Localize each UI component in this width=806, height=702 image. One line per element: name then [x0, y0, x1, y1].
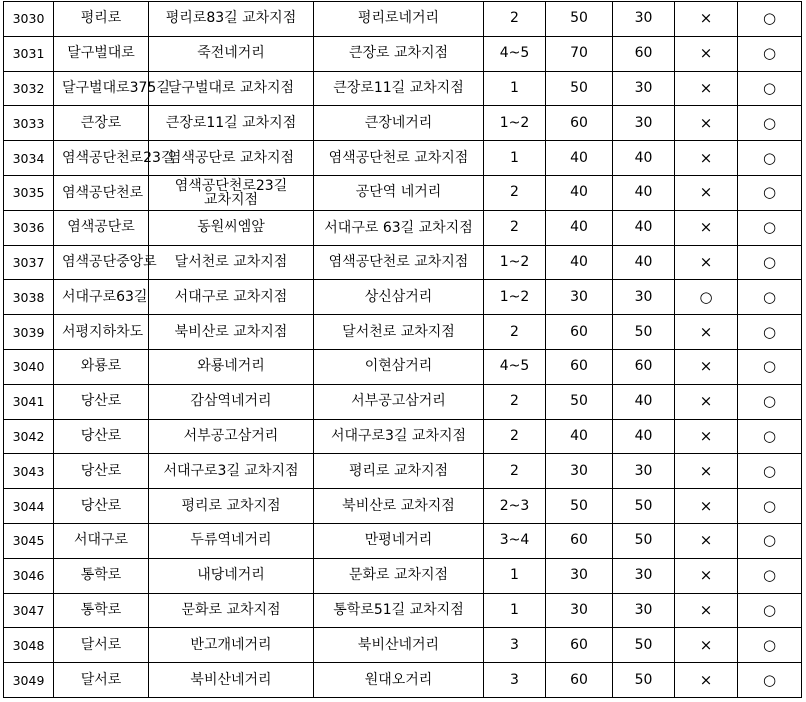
id-cell: 3046: [4, 558, 54, 593]
mark2-cell: ○: [738, 280, 802, 315]
mark1-cell: ×: [675, 419, 738, 454]
mark1-cell: ×: [675, 106, 738, 141]
speed-cell: 60: [546, 315, 613, 350]
end-point-cell: 이현삼거리: [314, 349, 484, 384]
lanes-cell: 2: [484, 175, 546, 210]
road-name-cell: 염색공단중앙로: [54, 245, 149, 280]
mark2-cell: ○: [738, 489, 802, 524]
road-name-cell: 달서로: [54, 663, 149, 698]
limit-cell: 30: [613, 454, 675, 489]
mark1-cell: ○: [675, 280, 738, 315]
mark1-cell: ×: [675, 71, 738, 106]
mark2-cell: ○: [738, 71, 802, 106]
lanes-cell: 1~2: [484, 106, 546, 141]
limit-cell: 50: [613, 489, 675, 524]
road-name-cell: 염색공단천로: [54, 175, 149, 210]
end-point-cell: 서부공고삼거리: [314, 384, 484, 419]
table-row: [4, 245, 802, 280]
end-point-cell: 서대구로 63길 교차지점: [314, 210, 484, 245]
mark2-cell: ○: [738, 663, 802, 698]
table-row: [4, 454, 802, 489]
road-name-cell: 서대구로: [54, 523, 149, 558]
limit-cell: 30: [613, 280, 675, 315]
end-point-cell: 큰장로11길 교차지점: [314, 71, 484, 106]
mark1-cell: ×: [675, 593, 738, 628]
road-name-cell: 당산로: [54, 489, 149, 524]
speed-cell: 30: [546, 593, 613, 628]
lanes-cell: 4~5: [484, 36, 546, 71]
mark1-cell: ×: [675, 628, 738, 663]
road-name-cell: 달구벌대로: [54, 36, 149, 71]
speed-cell: 30: [546, 280, 613, 315]
road-speed-table: [3, 1, 802, 698]
mark1-cell: ×: [675, 454, 738, 489]
speed-cell: 40: [546, 245, 613, 280]
table-row: [4, 593, 802, 628]
id-cell: 3030: [4, 2, 54, 37]
table-row: [4, 349, 802, 384]
speed-cell: 50: [546, 489, 613, 524]
table-row: [4, 280, 802, 315]
start-point-cell: 죽전네거리: [149, 36, 314, 71]
lanes-cell: 2: [484, 210, 546, 245]
lanes-cell: 3: [484, 628, 546, 663]
mark1-cell: ×: [675, 2, 738, 37]
mark2-cell: ○: [738, 2, 802, 37]
table-row: [4, 419, 802, 454]
limit-cell: 30: [613, 71, 675, 106]
end-point-cell: 원대오거리: [314, 663, 484, 698]
id-cell: 3037: [4, 245, 54, 280]
speed-cell: 40: [546, 419, 613, 454]
mark1-cell: ×: [675, 523, 738, 558]
end-point-cell: 통학로51길 교차지점: [314, 593, 484, 628]
end-point-cell: 북비산네거리: [314, 628, 484, 663]
start-point-cell: 달구벌대로 교차지점: [149, 71, 314, 106]
mark2-cell: ○: [738, 175, 802, 210]
table-row: [4, 106, 802, 141]
id-cell: 3044: [4, 489, 54, 524]
table-row: [4, 36, 802, 71]
road-name-cell: 염색공단천로23길: [54, 141, 149, 176]
lanes-cell: 3: [484, 663, 546, 698]
lanes-cell: 1: [484, 558, 546, 593]
limit-cell: 60: [613, 349, 675, 384]
mark1-cell: ×: [675, 384, 738, 419]
road-name-cell: 통학로: [54, 593, 149, 628]
lanes-cell: 2: [484, 2, 546, 37]
road-name-cell: 서대구로63길: [54, 280, 149, 315]
road-name-cell: 통학로: [54, 558, 149, 593]
id-cell: 3040: [4, 349, 54, 384]
id-cell: 3032: [4, 71, 54, 106]
end-point-cell: 공단역 네거리: [314, 175, 484, 210]
start-point-cell: 동원씨엠앞: [149, 210, 314, 245]
start-point-cell: 서대구로3길 교차지점: [149, 454, 314, 489]
road-name-cell: 서평지하차도: [54, 315, 149, 350]
id-cell: 3039: [4, 315, 54, 350]
road-name-cell: 달구벌대로375길: [54, 71, 149, 106]
road-name-cell: 달서로: [54, 628, 149, 663]
table-row: [4, 384, 802, 419]
id-cell: 3031: [4, 36, 54, 71]
road-name-cell: 평리로: [54, 2, 149, 37]
id-cell: 3033: [4, 106, 54, 141]
road-name-cell: 와룡로: [54, 349, 149, 384]
table-row: [4, 523, 802, 558]
limit-cell: 50: [613, 663, 675, 698]
id-cell: 3042: [4, 419, 54, 454]
start-point-cell: 문화로 교차지점: [149, 593, 314, 628]
speed-cell: 40: [546, 141, 613, 176]
limit-cell: 50: [613, 315, 675, 350]
mark2-cell: ○: [738, 454, 802, 489]
lanes-cell: 4~5: [484, 349, 546, 384]
limit-cell: 40: [613, 210, 675, 245]
speed-cell: 50: [546, 2, 613, 37]
table-row: [4, 628, 802, 663]
start-point-cell: 서대구로 교차지점: [149, 280, 314, 315]
speed-cell: 40: [546, 175, 613, 210]
id-cell: 3049: [4, 663, 54, 698]
mark1-cell: ×: [675, 245, 738, 280]
start-point-cell: 서부공고삼거리: [149, 419, 314, 454]
limit-cell: 30: [613, 2, 675, 37]
speed-cell: 60: [546, 663, 613, 698]
table-row: [4, 2, 802, 37]
id-cell: 3045: [4, 523, 54, 558]
id-cell: 3043: [4, 454, 54, 489]
limit-cell: 30: [613, 558, 675, 593]
lanes-cell: 1: [484, 141, 546, 176]
start-point-cell: 큰장로11길 교차지점: [149, 106, 314, 141]
road-name-cell: 큰장로: [54, 106, 149, 141]
end-point-cell: 큰장로 교차지점: [314, 36, 484, 71]
mark1-cell: ×: [675, 175, 738, 210]
lanes-cell: 1~2: [484, 280, 546, 315]
start-point-cell: 반고개네거리: [149, 628, 314, 663]
end-point-cell: 평리로 교차지점: [314, 454, 484, 489]
speed-cell: 50: [546, 71, 613, 106]
limit-cell: 40: [613, 419, 675, 454]
table-row: [4, 141, 802, 176]
lanes-cell: 2: [484, 384, 546, 419]
limit-cell: 60: [613, 36, 675, 71]
lanes-cell: 1: [484, 71, 546, 106]
limit-cell: 50: [613, 523, 675, 558]
id-cell: 3048: [4, 628, 54, 663]
id-cell: 3035: [4, 175, 54, 210]
mark2-cell: ○: [738, 141, 802, 176]
speed-cell: 40: [546, 210, 613, 245]
start-point-cell: 북비산네거리: [149, 663, 314, 698]
limit-cell: 30: [613, 593, 675, 628]
speed-cell: 60: [546, 106, 613, 141]
mark1-cell: ×: [675, 663, 738, 698]
mark2-cell: ○: [738, 593, 802, 628]
id-cell: 3038: [4, 280, 54, 315]
id-cell: 3036: [4, 210, 54, 245]
mark2-cell: ○: [738, 315, 802, 350]
mark2-cell: ○: [738, 36, 802, 71]
table-row: [4, 175, 802, 210]
start-point-cell: 평리로 교차지점: [149, 489, 314, 524]
start-point-cell: 북비산로 교차지점: [149, 315, 314, 350]
speed-cell: 30: [546, 558, 613, 593]
limit-cell: 40: [613, 175, 675, 210]
speed-cell: 60: [546, 523, 613, 558]
table-row: [4, 489, 802, 524]
road-name-cell: 당산로: [54, 419, 149, 454]
start-point-cell: 두류역네거리: [149, 523, 314, 558]
speed-cell: 50: [546, 384, 613, 419]
mark1-cell: ×: [675, 141, 738, 176]
speed-cell: 70: [546, 36, 613, 71]
limit-cell: 30: [613, 106, 675, 141]
limit-cell: 40: [613, 384, 675, 419]
mark1-cell: ×: [675, 210, 738, 245]
table-row: [4, 315, 802, 350]
mark2-cell: ○: [738, 210, 802, 245]
end-point-cell: 큰장네거리: [314, 106, 484, 141]
lanes-cell: 2: [484, 454, 546, 489]
limit-cell: 50: [613, 628, 675, 663]
mark1-cell: ×: [675, 36, 738, 71]
mark2-cell: ○: [738, 419, 802, 454]
end-point-cell: 문화로 교차지점: [314, 558, 484, 593]
table-row: [4, 210, 802, 245]
end-point-cell: 평리로네거리: [314, 2, 484, 37]
road-name-cell: 염색공단로: [54, 210, 149, 245]
lanes-cell: 1: [484, 593, 546, 628]
mark1-cell: ×: [675, 489, 738, 524]
lanes-cell: 2: [484, 419, 546, 454]
start-point-cell: 내당네거리: [149, 558, 314, 593]
limit-cell: 40: [613, 141, 675, 176]
start-point-cell: 감삼역네거리: [149, 384, 314, 419]
lanes-cell: 2~3: [484, 489, 546, 524]
speed-cell: 60: [546, 628, 613, 663]
end-point-cell: 상신삼거리: [314, 280, 484, 315]
mark2-cell: ○: [738, 628, 802, 663]
end-point-cell: 서대구로3길 교차지점: [314, 419, 484, 454]
speed-cell: 30: [546, 454, 613, 489]
road-name-cell: 당산로: [54, 384, 149, 419]
id-cell: 3034: [4, 141, 54, 176]
id-cell: 3047: [4, 593, 54, 628]
mark2-cell: ○: [738, 349, 802, 384]
lanes-cell: 2: [484, 315, 546, 350]
mark2-cell: ○: [738, 245, 802, 280]
end-point-cell: 북비산로 교차지점: [314, 489, 484, 524]
end-point-cell: 만평네거리: [314, 523, 484, 558]
road-name-cell: 당산로: [54, 454, 149, 489]
start-point-cell: 염색공단로 교차지점: [149, 141, 314, 176]
mark2-cell: ○: [738, 523, 802, 558]
end-point-cell: 염색공단천로 교차지점: [314, 245, 484, 280]
mark1-cell: ×: [675, 315, 738, 350]
mark2-cell: ○: [738, 384, 802, 419]
lanes-cell: 3~4: [484, 523, 546, 558]
table-row: [4, 71, 802, 106]
limit-cell: 40: [613, 245, 675, 280]
end-point-cell: 염색공단천로 교차지점: [314, 141, 484, 176]
mark2-cell: ○: [738, 106, 802, 141]
end-point-cell: 달서천로 교차지점: [314, 315, 484, 350]
mark2-cell: ○: [738, 558, 802, 593]
start-point-cell: 염색공단천로23길 교차지점: [149, 175, 314, 210]
start-point-cell: 달서천로 교차지점: [149, 245, 314, 280]
lanes-cell: 1~2: [484, 245, 546, 280]
speed-cell: 60: [546, 349, 613, 384]
table-row: [4, 663, 802, 698]
start-point-cell: 와룡네거리: [149, 349, 314, 384]
mark1-cell: ×: [675, 558, 738, 593]
mark1-cell: ×: [675, 349, 738, 384]
table-row: [4, 558, 802, 593]
id-cell: 3041: [4, 384, 54, 419]
start-point-cell: 평리로83길 교차지점: [149, 2, 314, 37]
table-body: [4, 2, 802, 698]
